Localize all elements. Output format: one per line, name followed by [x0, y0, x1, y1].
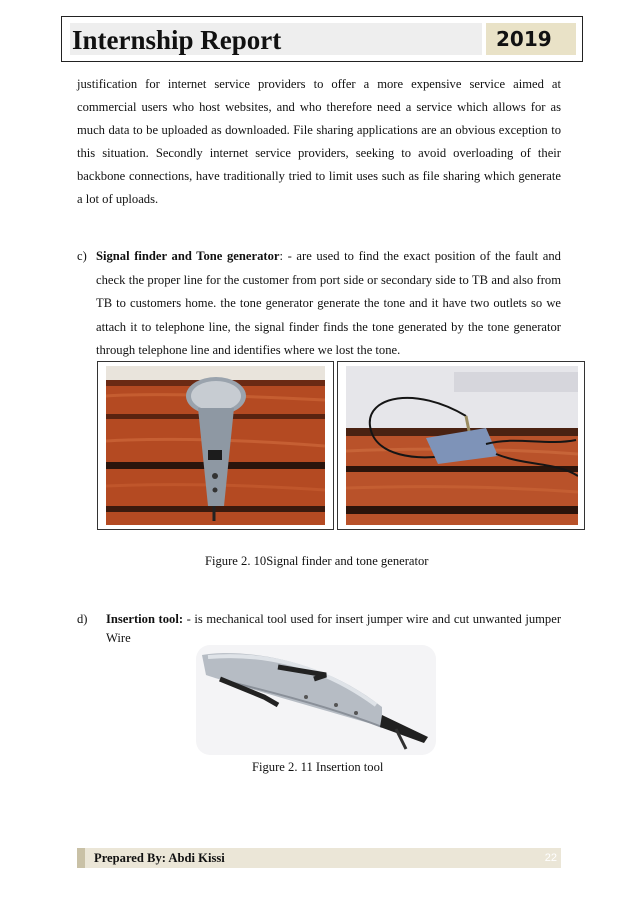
page-number: 22 — [544, 852, 557, 864]
report-year: 2019 — [486, 23, 576, 55]
report-title: Internship Report — [70, 23, 482, 55]
figure-caption: Figure 2. 10Signal finder and tone generator — [205, 554, 429, 568]
signal-finder-photo — [106, 366, 325, 525]
tone-generator-photo — [346, 366, 578, 525]
figure-caption: Figure 2. 11 Insertion tool — [252, 760, 384, 774]
intro-paragraph: justification for internet service providers to offer a more expensive service aimed at commercial users who host websites, and who therefore need a service which allows for as much data to be uploaded as downloaded. File sharing applications are an obvious exception to this situation. Secondly internet service providers, seeking to avoid overloading of their backbone connections, have traditionally tried to limit uses such as file sharing which generate a lot of uploads. — [77, 77, 561, 206]
item-term: Insertion tool: — [106, 612, 184, 626]
list-marker: c) — [77, 249, 87, 263]
item-term: Signal finder and Tone generator — [96, 249, 280, 263]
item-text: : - are used to find the exact position of the fault and check the proper line for the customer from port side or secondary side to TB and also from TB to customers home. the tone generator generate the tone and it have two outlets so we attach it to telephone line, the signal finder finds the tone generated by the tone generator through telephone line and identifies where we lost the tone. — [96, 249, 561, 357]
page-footer — [77, 848, 561, 868]
footer-accent-bar — [77, 848, 85, 868]
insertion-tool-photo — [196, 645, 436, 755]
item-text: - is mechanical tool used for insert jumper wire and cut unwanted jumper Wire — [106, 612, 562, 645]
list-item-signal-finder — [77, 245, 561, 363]
photo-frame-tone-generator — [337, 361, 585, 530]
list-marker: d) — [77, 612, 88, 626]
page-header — [61, 16, 583, 62]
photo-frame-signal-finder — [97, 361, 334, 530]
footer-author: Prepared By: Abdi Kissi — [94, 851, 225, 865]
list-item-insertion-tool — [77, 610, 561, 648]
